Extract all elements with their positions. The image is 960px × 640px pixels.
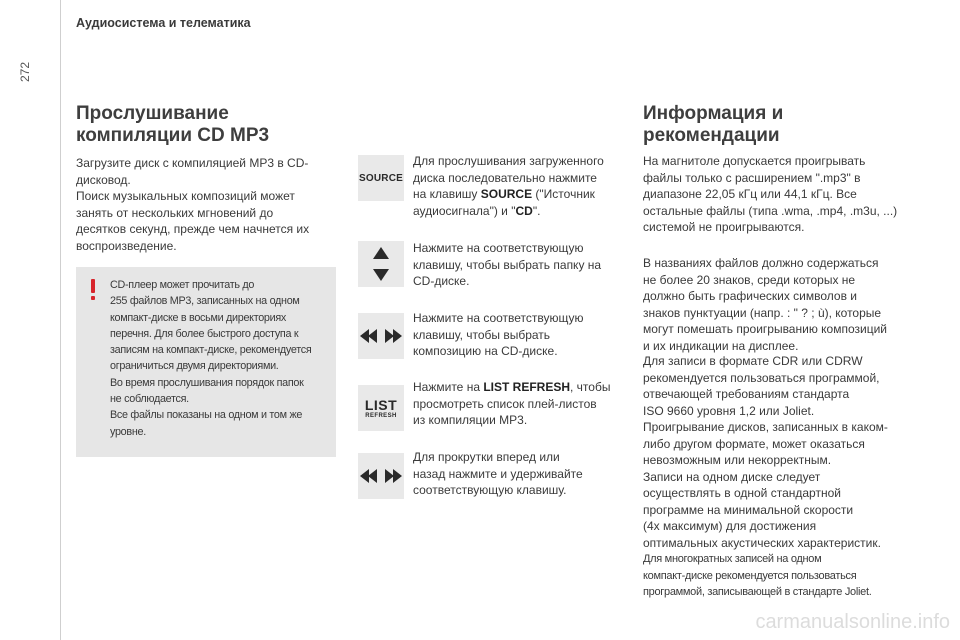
instruction-list-refresh <box>413 379 623 429</box>
text-line: либо другом формате, может оказаться <box>643 436 865 451</box>
warning-note-text <box>110 277 332 440</box>
text-line: знаков пунктуации (напр. : " ? ; ù), которые <box>643 305 882 320</box>
text-line: Все файлы показаны на одном и том же <box>110 409 303 422</box>
text-line: программой, записывающей в стандарте Joliet. <box>643 586 872 598</box>
text-line: Нажмите на LIST REFRESH, чтобы <box>413 380 611 394</box>
text-line: назад нажмите и удерживайте <box>413 466 583 481</box>
text-line: и их индикации на дисплее. <box>643 338 799 353</box>
watermark: carmanualsonline.info <box>755 611 950 633</box>
text-line: диапазоне 22,05 кГц или 44,1 кГц. Все <box>643 187 857 201</box>
list-key-label: LIST <box>364 396 398 413</box>
source-bold: SOURCE <box>480 187 533 201</box>
text-line: На магнитоле допускается проигрывать <box>643 154 866 168</box>
text-line: просмотреть список плей-листов <box>413 396 597 411</box>
info-paragraph-2 <box>643 255 905 354</box>
list-refresh-key-icon <box>358 385 404 431</box>
list-refresh-bold: LIST REFRESH <box>483 380 570 394</box>
instruction-scroll <box>413 449 623 499</box>
text-line: на клавишу SOURCE ("Источник <box>413 187 595 201</box>
text-line: остальные файлы (типа .wma, .mp4, .m3u, ...) <box>643 203 898 218</box>
section-header: Аудиосистема и телематика <box>76 16 251 30</box>
left-body-text <box>76 155 338 254</box>
text-line: соответствующую клавишу. <box>413 483 567 497</box>
fast-scroll-icon <box>358 453 404 499</box>
text-line: диска последовательно нажмите <box>413 170 597 185</box>
text-line: Нажмите на соответствующую <box>413 311 584 325</box>
text-line: 255 файлов MP3, записанных на одном <box>110 295 300 308</box>
left-heading <box>76 103 326 147</box>
text-line: осуществлять в одной стандартной <box>643 486 841 500</box>
text-line: Во время прослушивания порядок папок <box>110 376 304 389</box>
text-line: клавишу, чтобы выбрать <box>413 327 551 342</box>
text-line: не более 20 знаков, среди которых не <box>643 272 856 287</box>
text-line: отвечающей требованиям стандарта <box>643 387 850 401</box>
text-line: Нажмите на соответствующую <box>413 241 584 255</box>
info-paragraph-3 <box>643 353 905 601</box>
text-line: аудиосигнала") и "CD". <box>413 203 541 218</box>
page-number: 272 <box>18 61 32 82</box>
text-line: десятков секунд, прежде чем начнется их <box>76 222 310 236</box>
text-line: ограничиться двумя директориями. <box>110 360 279 373</box>
left-heading-line2: компиляции CD MP3 <box>76 125 270 146</box>
text-line: дисковод. <box>76 172 131 187</box>
text-line: системой не проигрываются. <box>643 220 805 234</box>
text-line: из компиляции MP3. <box>413 413 528 427</box>
exclamation-icon <box>90 279 96 301</box>
text-line: Записи на одном диске следует <box>643 469 821 484</box>
text-line: Для многократных записей на одном <box>643 553 822 565</box>
text-line: файлы только с расширением ".mp3" в <box>643 170 861 185</box>
text-line: должно быть графических символов и <box>643 289 857 303</box>
cd-bold: CD <box>515 203 533 218</box>
text-line: В названиях файлов должно содержаться <box>643 256 879 270</box>
fast-scroll-graphic <box>359 466 403 486</box>
text-line: невозможным или некорректным. <box>643 453 832 467</box>
info-paragraph-1 <box>643 153 905 236</box>
text-line: записям на компакт-диске, рекомендуется <box>110 344 312 357</box>
text-line: программе на минимальной скорости <box>643 502 854 517</box>
prev-next-graphic <box>359 326 403 346</box>
up-down-arrows-icon <box>358 241 404 287</box>
up-down-arrows-graphic <box>366 244 396 284</box>
right-heading <box>643 103 893 147</box>
text-line: воспроизведение. <box>76 238 177 253</box>
text-line: CD-диске. <box>413 274 470 288</box>
text-line: занять от нескольких мгновений до <box>76 205 274 220</box>
text-line: не соблюдается. <box>110 393 189 406</box>
text-line: Для прокрутки вперед или <box>413 450 560 464</box>
text-line: ISO 9660 уровня 1,2 или Joliet. <box>643 403 815 418</box>
text-line: Для записи в формате CDR или CDRW <box>643 354 863 368</box>
text-line: компакт-диске в восьми директориях <box>110 311 287 324</box>
right-heading-line1: Информация и <box>643 103 784 124</box>
source-key-label: SOURCE <box>359 172 403 184</box>
text-line: CD-плеер может прочитать до <box>110 279 255 291</box>
text-line: Загрузите диск с компиляцией MP3 в CD- <box>76 156 309 170</box>
text-line: Для прослушивания загруженного <box>413 154 604 168</box>
instruction-source <box>413 153 623 219</box>
left-heading-line1: Прослушивание <box>76 103 229 124</box>
text-line: компакт-диске рекомендуется пользоваться <box>643 569 857 582</box>
right-heading-line2: рекомендации <box>643 125 780 146</box>
instruction-folder <box>413 240 623 290</box>
source-key-icon <box>358 155 404 201</box>
text-line: рекомендуется пользоваться программой, <box>643 370 880 385</box>
text-line: Проигрывание дисков, записанных в каком- <box>643 420 888 434</box>
text-line: (4x максимум) для достижения <box>643 519 817 533</box>
text-line: клавишу, чтобы выбрать папку на <box>413 257 602 272</box>
refresh-key-label: REFRESH <box>365 412 397 419</box>
prev-next-track-icon <box>358 313 404 359</box>
text-line: Поиск музыкальных композиций может <box>76 189 295 203</box>
text-line: уровне. <box>110 425 146 438</box>
warning-note-box <box>76 267 336 457</box>
text-line: композицию на CD-диске. <box>413 344 558 358</box>
margin-rule <box>60 0 61 640</box>
instruction-track <box>413 310 623 360</box>
text-line: оптимальных акустических характеристик. <box>643 535 881 550</box>
text-line: перечня. Для более быстрого доступа к <box>110 327 299 340</box>
text-line: могут помешать проигрыванию композиций <box>643 322 887 336</box>
